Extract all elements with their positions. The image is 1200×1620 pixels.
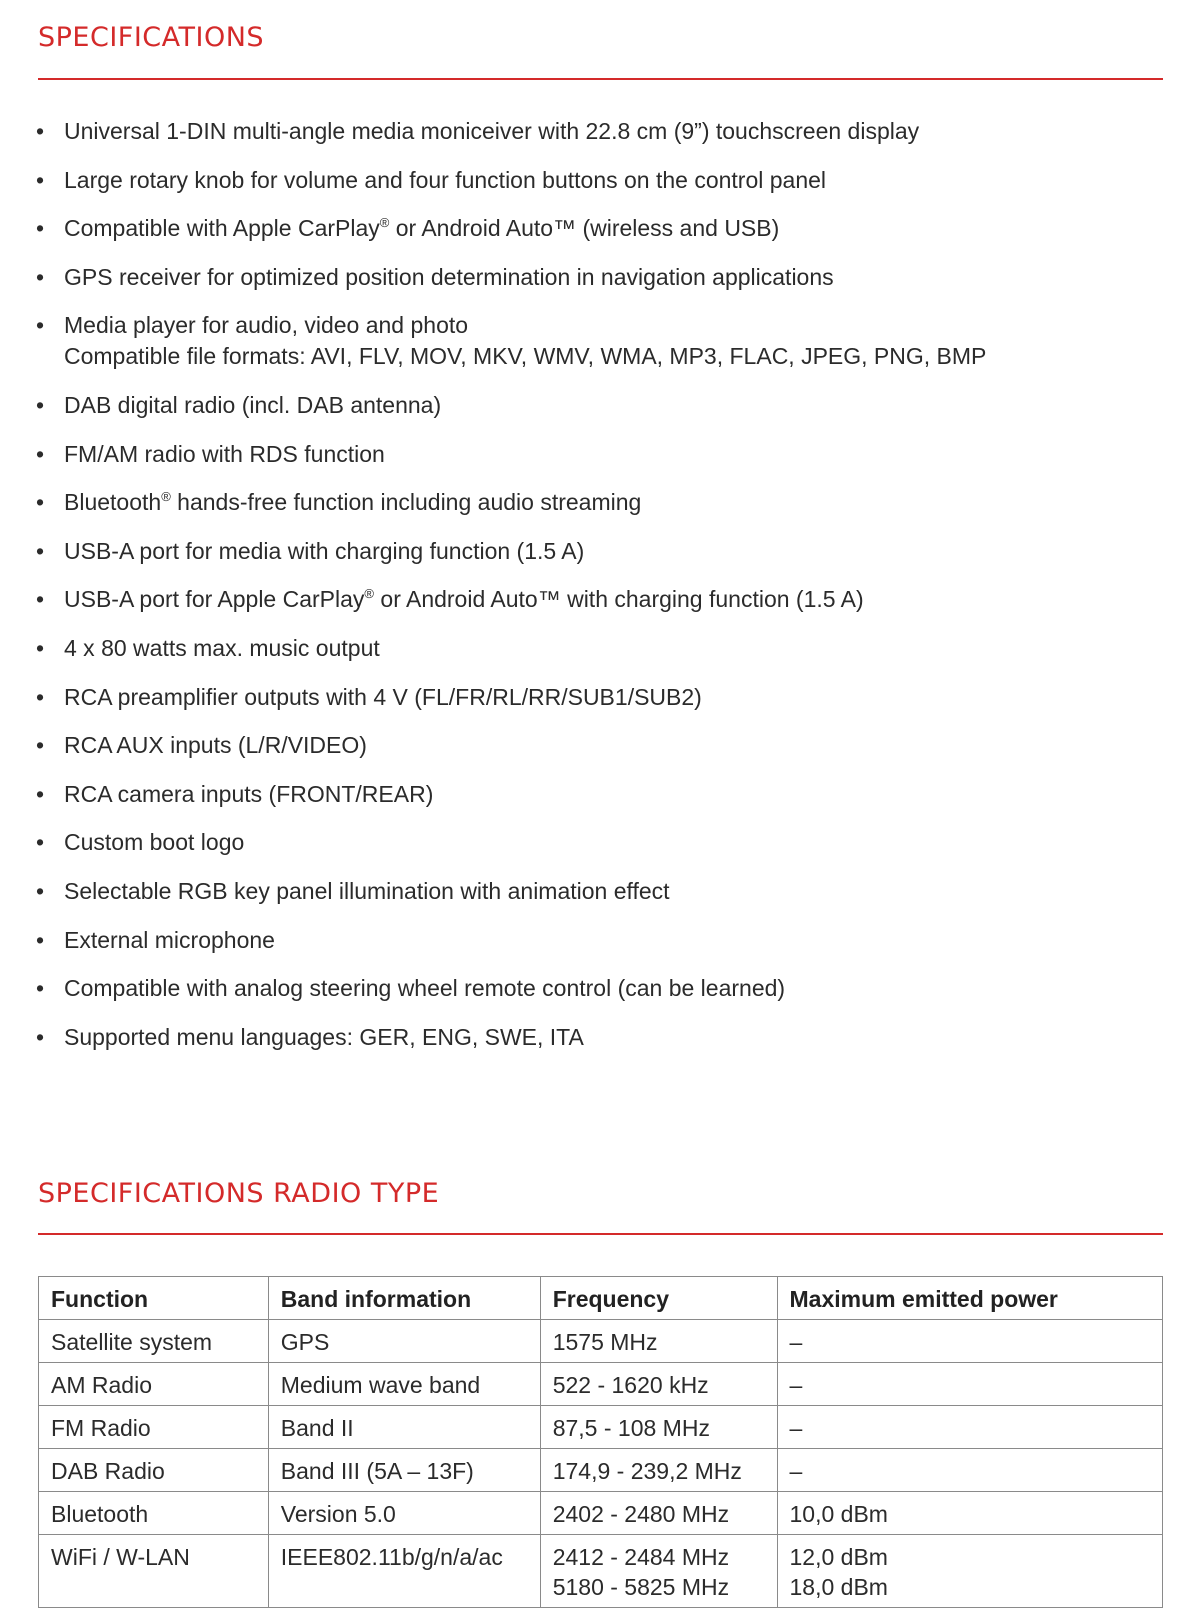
- spec-item: [34, 487, 1154, 518]
- band-information-cell: [268, 1320, 540, 1363]
- frequency-cell: [540, 1406, 777, 1449]
- spec-line: [64, 213, 1154, 244]
- bullet-icon: •: [36, 634, 45, 661]
- cell-text: 522 - 1620 kHz: [552, 1372, 709, 1398]
- bullet-icon: •: [36, 683, 45, 710]
- spec-line: [64, 730, 1154, 761]
- cell-text: Bluetooth: [51, 1501, 149, 1527]
- spec-text-continued: or Android Auto™ (wireless and USB): [389, 215, 780, 242]
- cell-text: AM Radio: [51, 1372, 152, 1398]
- cell-text: 87,5 - 108 MHz: [552, 1415, 710, 1441]
- spec-text: Custom boot logo: [64, 829, 245, 856]
- bullet-icon: •: [36, 586, 45, 613]
- function-cell: [39, 1320, 269, 1363]
- bullet-icon: •: [36, 440, 45, 467]
- spec-line: [64, 341, 1154, 372]
- band-information-cell: [268, 1406, 540, 1449]
- spec-item: [34, 262, 1154, 293]
- bullet-icon: •: [36, 118, 45, 144]
- spec-line: [64, 1022, 1154, 1053]
- spec-text: RCA camera inputs (FRONT/REAR): [64, 780, 434, 807]
- frequency-cell: [540, 1363, 777, 1406]
- cell-text: IEEE802.11b/g/n/a/ac: [280, 1544, 503, 1570]
- spec-text: USB-A port for Apple CarPlay: [64, 586, 365, 613]
- spec-item: [34, 633, 1154, 664]
- function-cell: [39, 1535, 269, 1608]
- bullet-icon: •: [36, 877, 45, 904]
- function-cell: [39, 1449, 269, 1492]
- table-row: [39, 1406, 1163, 1449]
- bullet-icon: •: [36, 166, 45, 193]
- cell-text: Band II: [280, 1415, 354, 1441]
- radio-type-table: [38, 1276, 1163, 1608]
- maximum-emitted-power-cell: [777, 1449, 1163, 1492]
- cell-text: FM Radio: [51, 1415, 151, 1441]
- cell-text: 10,0 dBm: [789, 1501, 888, 1527]
- spec-text: FM/AM radio with RDS function: [64, 440, 385, 467]
- table-header-row: [39, 1277, 1163, 1320]
- bullet-icon: •: [36, 1023, 45, 1050]
- band-information-cell: [268, 1535, 540, 1608]
- spec-item: [34, 116, 1154, 147]
- spec-item: [34, 439, 1154, 470]
- cell-text: 12,0 dBm: [789, 1544, 888, 1570]
- bullet-icon: •: [36, 312, 45, 339]
- cell-text: Band III (5A – 13F): [280, 1458, 474, 1484]
- cell-text: 2402 - 2480 MHz: [552, 1501, 730, 1527]
- spec-item: [34, 165, 1154, 196]
- spec-text: DAB digital radio (incl. DAB antenna): [64, 391, 442, 418]
- spec-text: Supported menu languages: GER, ENG, SWE, ITA: [64, 1023, 584, 1050]
- spec-item: [34, 682, 1154, 713]
- spec-item: [34, 925, 1154, 956]
- bullet-icon: •: [36, 391, 45, 418]
- bullet-icon: •: [36, 263, 45, 290]
- cell-text: –: [789, 1329, 803, 1355]
- spec-text: 4 x 80 watts max. music output: [64, 634, 380, 661]
- maximum-emitted-power-cell: [777, 1492, 1163, 1535]
- bullet-icon: •: [36, 829, 45, 856]
- frequency-cell: [540, 1449, 777, 1492]
- spec-item: [34, 827, 1154, 858]
- table-row: [39, 1492, 1163, 1535]
- cell-text: WiFi / W-LAN: [51, 1544, 190, 1570]
- spec-line: [64, 439, 1154, 470]
- spec-item: [34, 310, 1154, 372]
- spec-item: [34, 779, 1154, 810]
- spec-line: [64, 390, 1154, 421]
- spec-line: [64, 633, 1154, 664]
- band-information-cell: [268, 1492, 540, 1535]
- spec-line: [64, 682, 1154, 713]
- registered-mark: ®: [364, 586, 375, 602]
- spec-text-continued: or Android Auto™ with charging function (1.5 A): [374, 586, 864, 613]
- frequency-cell: [540, 1320, 777, 1363]
- bullet-icon: •: [36, 732, 45, 759]
- specifications-heading: SPECIFICATIONS: [38, 22, 265, 53]
- spec-item: [34, 536, 1154, 567]
- table-row: [39, 1363, 1163, 1406]
- cell-text: Medium wave band: [280, 1372, 481, 1398]
- band-information-cell: [268, 1449, 540, 1492]
- spec-text: Media player for audio, video and photo: [64, 312, 469, 339]
- spec-text: Selectable RGB key panel illumination with animation effect: [64, 877, 670, 904]
- registered-mark: ®: [379, 215, 390, 231]
- spec-line: [64, 487, 1154, 518]
- spec-item: [34, 973, 1154, 1004]
- spec-item: [34, 876, 1154, 907]
- spec-line: [64, 584, 1154, 615]
- spec-text: RCA AUX inputs (L/R/VIDEO): [64, 732, 367, 759]
- cell-text: GPS: [280, 1329, 330, 1355]
- spec-text: USB-A port for media with charging function (1.5 A): [64, 537, 585, 564]
- spec-text: Compatible with analog steering wheel remote control (can be learned): [64, 975, 786, 1002]
- function-cell: [39, 1363, 269, 1406]
- cell-text: 174,9 - 239,2 MHz: [552, 1458, 742, 1484]
- cell-text: DAB Radio: [51, 1458, 165, 1484]
- spec-text: Compatible file formats: AVI, FLV, MOV, MKV, WMV, WMA, MP3, FLAC, JPEG, PNG, BMP: [64, 343, 987, 370]
- spec-item: [34, 213, 1154, 244]
- cell-text: Version 5.0: [280, 1501, 396, 1527]
- spec-line: [64, 310, 1154, 341]
- cell-text: –: [789, 1372, 803, 1398]
- maximum-emitted-power-cell: [777, 1535, 1163, 1608]
- spec-line: [64, 827, 1154, 858]
- spec-line: [64, 779, 1154, 810]
- specifications-divider: [38, 78, 1163, 80]
- frequency-cell: [540, 1492, 777, 1535]
- cell-text: –: [789, 1415, 803, 1441]
- cell-text: –: [789, 1458, 803, 1484]
- radio-type-heading: SPECIFICATIONS RADIO TYPE: [38, 1178, 440, 1209]
- spec-item: [34, 390, 1154, 421]
- column-header-band-information: Band information: [268, 1277, 540, 1320]
- maximum-emitted-power-cell: [777, 1363, 1163, 1406]
- spec-line: [64, 876, 1154, 907]
- function-cell: [39, 1492, 269, 1535]
- cell-text: 1575 MHz: [552, 1329, 658, 1355]
- column-header-frequency: Frequency: [540, 1277, 777, 1320]
- spec-text: Universal 1-DIN multi-angle media moniceiver with 22.8 cm (9”) touchscreen display: [64, 118, 920, 144]
- spec-item: [34, 1022, 1154, 1053]
- radio-type-table-body: [39, 1320, 1163, 1608]
- table-row: [39, 1449, 1163, 1492]
- spec-item: [34, 730, 1154, 761]
- spec-text: Bluetooth: [64, 489, 162, 516]
- frequency-cell: [540, 1535, 777, 1608]
- bullet-icon: •: [36, 489, 45, 516]
- column-header-function: Function: [39, 1277, 269, 1320]
- spec-text: External microphone: [64, 926, 275, 953]
- cell-text: Satellite system: [51, 1329, 213, 1355]
- spec-item: [34, 584, 1154, 615]
- band-information-cell: [268, 1363, 540, 1406]
- maximum-emitted-power-cell: [777, 1406, 1163, 1449]
- spec-line: [64, 536, 1154, 567]
- bullet-icon: •: [36, 537, 45, 564]
- cell-text: 2412 - 2484 MHz: [552, 1544, 730, 1570]
- column-header-maximum-emitted-power: Maximum emitted power: [777, 1277, 1163, 1320]
- registered-mark: ®: [161, 489, 171, 505]
- spec-line: [64, 165, 1154, 196]
- spec-text: Large rotary knob for volume and four function buttons on the control panel: [64, 166, 827, 193]
- spec-text: GPS receiver for optimized position determination in navigation applications: [64, 263, 834, 290]
- spec-text: RCA preamplifier outputs with 4 V (FL/FR/RL/RR/SUB1/SUB2): [64, 683, 702, 710]
- spec-text: Compatible with Apple CarPlay: [64, 215, 380, 242]
- cell-text: 5180 - 5825 MHz: [552, 1574, 730, 1600]
- spec-line: [64, 116, 1154, 147]
- spec-line: [64, 262, 1154, 293]
- spec-line: [64, 973, 1154, 1004]
- function-cell: [39, 1406, 269, 1449]
- radio-type-divider: [38, 1233, 1163, 1235]
- table-row: [39, 1320, 1163, 1363]
- bullet-icon: •: [36, 780, 45, 807]
- spec-line: [64, 925, 1154, 956]
- cell-text: 18,0 dBm: [789, 1574, 888, 1600]
- bullet-icon: •: [36, 975, 45, 1002]
- table-row: [39, 1535, 1163, 1608]
- maximum-emitted-power-cell: [777, 1320, 1163, 1363]
- specifications-list: [34, 116, 1154, 1070]
- spec-text-continued: hands-free function including audio streaming: [170, 489, 642, 516]
- bullet-icon: •: [36, 926, 45, 953]
- bullet-icon: •: [36, 215, 45, 242]
